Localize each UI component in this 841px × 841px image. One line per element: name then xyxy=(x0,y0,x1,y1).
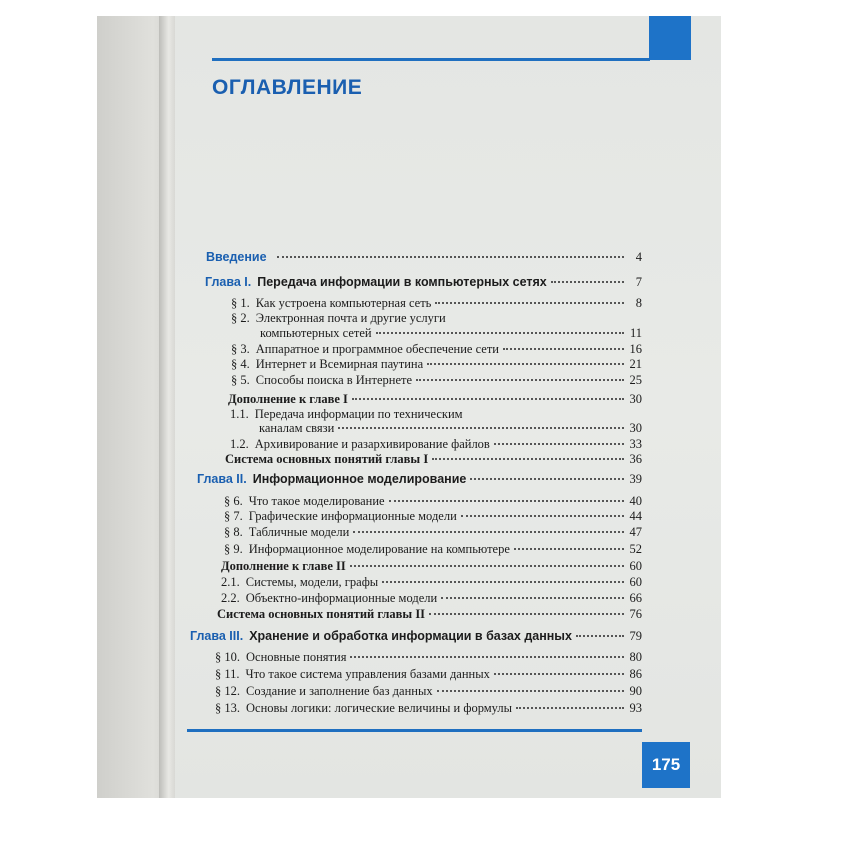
toc-entry xyxy=(190,629,642,643)
toc-entry-continuation xyxy=(260,326,642,340)
toc-entry xyxy=(224,494,642,508)
toc-page-number: 30 xyxy=(629,421,642,435)
toc-entry xyxy=(215,650,642,664)
toc-entry xyxy=(206,250,642,264)
toc-entry-title: Передача информации по техническим xyxy=(254,407,463,421)
toc-entry-title: Как устроена компьютерная сеть xyxy=(255,296,432,310)
toc-entry-number: 1.1. xyxy=(230,407,249,421)
toc-entry-title-continued: каналам связи xyxy=(259,421,335,435)
toc-entry-title: Система основных понятий главы II xyxy=(217,607,426,621)
toc-entry-title: Что такое система управления базами данных xyxy=(245,667,490,681)
toc-entry xyxy=(230,407,642,421)
dot-leader xyxy=(576,635,624,637)
toc-entry-number: 2.2. xyxy=(221,591,240,605)
toc-entry-number: Глава II. xyxy=(197,472,247,486)
toc-page-number: 4 xyxy=(635,250,642,264)
toc-page-number: 16 xyxy=(629,342,642,356)
toc-entry-title: Электронная почта и другие услуги xyxy=(255,311,446,325)
toc-entry-number: § 12. xyxy=(215,684,240,698)
toc-entry-number: 1.2. xyxy=(230,437,249,451)
toc-entry xyxy=(217,607,642,621)
toc-entry-title: Хранение и обработка информации в базах данных xyxy=(249,629,572,643)
dot-leader xyxy=(494,673,624,675)
toc-page-number: 21 xyxy=(629,357,642,371)
toc-entry xyxy=(215,667,642,681)
toc-entry-number: § 10. xyxy=(215,650,240,664)
toc-entry-number: Введение xyxy=(206,250,267,264)
toc-entry xyxy=(225,452,642,466)
toc-entry xyxy=(230,437,642,451)
toc-entry xyxy=(231,357,642,371)
toc-entry xyxy=(205,275,642,289)
dot-leader xyxy=(461,515,624,517)
toc-entry-title: Информационное моделирование на компьютере xyxy=(248,542,510,556)
toc-entry-number: § 6. xyxy=(224,494,243,508)
toc-entry xyxy=(215,701,642,715)
dot-leader xyxy=(503,348,624,350)
toc-entry-title: Архивирование и разархивирование файлов xyxy=(254,437,490,451)
dot-leader xyxy=(338,427,624,429)
toc-entry xyxy=(221,575,642,589)
toc-page-number: 76 xyxy=(629,607,642,621)
toc-entry xyxy=(224,542,642,556)
toc-page-number: 47 xyxy=(629,525,642,539)
toc-entry-title: Информационное моделирование xyxy=(252,472,467,486)
toc-entry-title-continued: компьютерных сетей xyxy=(260,326,372,340)
page-number: 175 xyxy=(642,742,690,788)
toc-entry-continuation xyxy=(259,421,642,435)
toc-entry xyxy=(221,591,642,605)
dot-leader xyxy=(437,690,624,692)
toc-entry-number: Глава I. xyxy=(205,275,252,289)
dot-leader xyxy=(350,565,624,567)
dot-leader xyxy=(551,281,624,283)
toc-page-number: 79 xyxy=(629,629,642,643)
dot-leader xyxy=(382,581,624,583)
toc-entry xyxy=(221,559,642,573)
dot-leader xyxy=(516,707,624,709)
toc-entry-number: § 3. xyxy=(231,342,250,356)
toc-page-number: 40 xyxy=(629,494,642,508)
toc-page-number: 60 xyxy=(629,575,642,589)
toc-page-number: 11 xyxy=(629,326,642,340)
toc-entry-title: Передача информации в компьютерных сетях xyxy=(257,275,547,289)
dot-leader xyxy=(514,548,624,550)
toc-entry-title: Основы логики: логические величины и формулы xyxy=(246,701,513,715)
dot-leader xyxy=(389,500,624,502)
toc-page-number: 30 xyxy=(629,392,642,406)
dot-leader xyxy=(470,478,624,480)
toc-entry-number: § 1. xyxy=(231,296,250,310)
toc-page-number: 86 xyxy=(629,667,642,681)
toc-entry xyxy=(197,472,642,486)
dot-leader xyxy=(429,613,624,615)
toc-entry-number: § 2. xyxy=(231,311,250,325)
toc-page-number: 8 xyxy=(635,296,642,310)
dot-leader xyxy=(353,531,624,533)
toc-entry-number: Глава III. xyxy=(190,629,244,643)
dot-leader xyxy=(441,597,624,599)
toc-entry-title: Основные понятия xyxy=(246,650,347,664)
toc-entry xyxy=(224,525,642,539)
toc-entry-number: § 5. xyxy=(231,373,250,387)
dot-leader xyxy=(416,379,624,381)
toc-entry xyxy=(224,509,642,523)
dot-leader xyxy=(350,656,624,658)
dot-leader xyxy=(432,458,624,460)
dot-leader xyxy=(435,302,624,304)
toc-page-number: 60 xyxy=(629,559,642,573)
toc-entry-title: Дополнение к главе I xyxy=(228,392,348,406)
dot-leader xyxy=(427,363,624,365)
toc-entry-number: § 4. xyxy=(231,357,250,371)
toc-entry-title: Дополнение к главе II xyxy=(221,559,346,573)
toc-entry-title: Создание и заполнение баз данных xyxy=(246,684,433,698)
toc-entry-number: § 8. xyxy=(224,525,243,539)
toc-page-number: 44 xyxy=(629,509,642,523)
toc-entry-title: Способы поиска в Интернете xyxy=(255,373,413,387)
toc-entry xyxy=(231,373,642,387)
toc-page-number: 80 xyxy=(629,650,642,664)
toc-entry-number: § 9. xyxy=(224,542,243,556)
toc-page-number: 7 xyxy=(635,275,642,289)
dot-leader xyxy=(352,398,624,400)
toc-entry xyxy=(231,311,642,325)
toc-page-number: 33 xyxy=(629,437,642,451)
toc-entry xyxy=(231,296,642,310)
toc-entry-number: § 11. xyxy=(215,667,240,681)
toc-entry-title: Что такое моделирование xyxy=(248,494,385,508)
dot-leader xyxy=(494,443,624,445)
toc-entry xyxy=(215,684,642,698)
toc-entry-title: Табличные модели xyxy=(248,525,350,539)
toc-page-number: 90 xyxy=(629,684,642,698)
dot-leader xyxy=(376,332,624,334)
toc-entry-title: Система основных понятий главы I xyxy=(225,452,429,466)
toc-entry-title: Графические информационные модели xyxy=(248,509,457,523)
toc-page-number: 93 xyxy=(629,701,642,715)
dot-leader xyxy=(277,256,624,258)
toc-entry-title: Интернет и Всемирная паутина xyxy=(255,357,424,371)
toc-entry-title: Аппаратное и программное обеспечение сети xyxy=(255,342,499,356)
toc-entry xyxy=(231,342,642,356)
page-title: ОГЛАВЛЕНИЕ xyxy=(212,76,363,99)
toc-page-number: 36 xyxy=(629,452,642,466)
toc-entry-number: § 13. xyxy=(215,701,240,715)
bottom-rule xyxy=(187,729,642,732)
toc-page-number: 25 xyxy=(629,373,642,387)
toc-entry-title: Объектно-информационные модели xyxy=(245,591,438,605)
toc-entry-number: 2.1. xyxy=(221,575,240,589)
toc-page-number: 39 xyxy=(629,472,642,486)
toc-page-number: 52 xyxy=(629,542,642,556)
toc-page-number: 66 xyxy=(629,591,642,605)
toc-entry-number: § 7. xyxy=(224,509,243,523)
toc-entry-title: Системы, модели, графы xyxy=(245,575,379,589)
toc-entry xyxy=(228,392,642,406)
